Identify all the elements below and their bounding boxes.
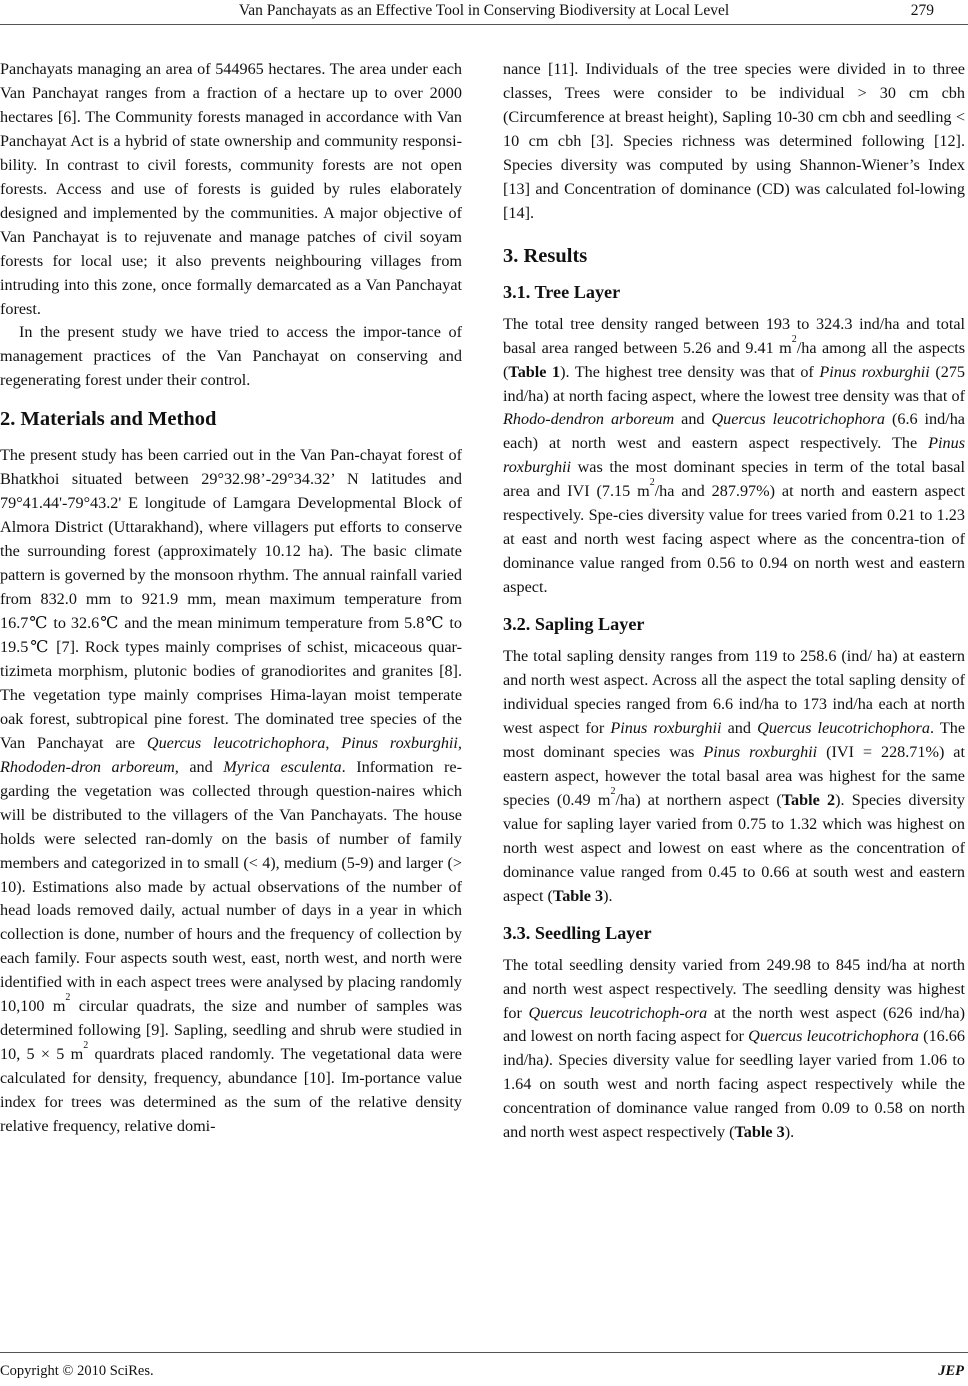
species-name: Quercus leucotrichophora [757,718,930,737]
species-name: Quercus leucotrichophora [711,410,886,429]
paragraph-seedling-layer: The total seedling density varied from 249.98 to 845 ind/ha at north and north west aspect respectively. The seedling density was highest for Quercus leucotrichoph-ora at the north west aspect (626 ind/ha) and lowest on north facing aspect for Quercus leucotrichophora (16.66 ind/ha). Species diversity value for seedling layer varied from 1.06 to 1.64 on south west and north facing aspect respectively while the concentration of dominance value ranged from 0.09 to 0.58 on north and north west aspect respectively (Table 3). [503,955,966,1142]
paragraph-intro-continued: Panchayats managing an area of 544965 hectares. The area under each Van Panchayat ranges from a fraction of a hectare up to over 2000 hectares [6]. The Community forests managed in accordance with Van Panchayat Act is a hybrid of state ownership and community responsi-bility. In contrast to civil forests, community forests are not open forests. Access and use of forests is guided by rules elaborately designed and implemented by the communities. A major objective of Van Panchayat is to rejuvenate and manage patches of civil soyam forests for local use; it also prevents neighbouring villages from intruding into this zone, once formally demarcated as a Van Panchayat forest. [0,60,462,318]
species-name: Quercus leucotrichophora [146,733,326,752]
species-name: Myrica esculenta [223,757,342,776]
right-column [503,58,965,1145]
superscript: 2 [83,1040,89,1052]
footer-rule [0,1352,968,1353]
species-name: Rhodo-dendron arboreum [503,410,675,429]
species-name: Pinus roxburghii [610,718,722,737]
species-name: Pinus roxburghii [819,362,930,381]
paragraph-tree-layer: The total tree density ranged between 193 to 324.3 ind/ha and total basal area ranged between 5.26 and 9.41 $m^2/ha$ among all the aspects (Table 1). The highest tree density was that of Pinus roxburghii (275 ind/ha) at north facing aspect, where the lowest tree density was that of Rhodo-dendron arboreum and Quercus leucotrichophora (6.6 ind/ha each) at north west and eastern aspect respectively. The Pinus roxburghii was the most dominant species in term of the total basal area and IVI (7.15 $m^2/ha$ and 287.97%) at north and eastern aspect respectively. Spe-cies diversity value for trees varied from 0.21 to 1.23 at east and north west facing aspect where as the concentra-tion of dominance value ranged from 0.56 to 0.94 on north west and eastern aspect. [503,314,966,597]
species-name: Pinus roxburghii, Rhododen-dron arboreum, [0,733,462,776]
heading-tree-layer: 3.1. Tree Layer [503,281,621,302]
left-column [0,58,462,1139]
page-number: 279 [910,2,934,19]
species-name: Pinus roxburghii [703,742,818,761]
page-header [0,0,968,28]
table-reference: Table 3 [552,886,604,905]
species-name: Quercus leucotrichophora [748,1027,919,1046]
heading-materials-method: 2. Materials and Method [0,408,217,431]
species-name: Pinus roxburghii [503,434,965,477]
paragraph-materials-method: The present study has been carried out in the Van Pan-chayat forest of Bhatkhoi situated between 29°32.98’-29°34.32’ N latitudes and 79°41.44'-79°43.2' E longitude of Lamgara Developmental Block of Almora District (Uttarakhand), where villagers put efforts to conserve the surrounding forest (approximately 10.12 ha). The basic climate pattern is governed by the monsoon rhythm. The annual rainfall varied from 832.0 mm to 921.9 mm, mean maximum temperature from 16.7℃ to 32.6℃ and the mean minimum temperature from 5.8℃ to 19.5℃ [7]. Rock types mainly comprises of schist, micaceous quar-tizimeta morphism, plutonic bodies of granodiorites and granites [8]. The vegetation type mainly comprises Hima-layan moist temperate oak forest, subtropical pine forest. The dominated tree species of the Van Panchayat are Quercus leucotrichophora, Pinus roxburghii, Rhododen-dron arboreum, and Myrica esculenta. Information re-garding the vegetation was collected through question-naires which will be distributed to the villagers of the Van Panchayats. The house holds were selected ran-domly on the basis of number of family members and categorized in to small (< 4), medium (5-9) and larger (> 10). Estimations also made by actual observations of the number of head loads removed daily, actual number of days in a year in which collection is done, number of hours and the frequency of collection by each family. Four aspects south west, east, north west, and north were identified with in each aspect trees were analysed by placing randomly 10,100 $m^2$ circular quadrats, the size and number of samples was determined following [9]. Sapling, seedling and shrub were studied in 10, 5 × 5 $m^2$ quardrats placed randomly. The vegetational data were calculated for density, frequency, abundance [10]. Im-portance value index for trees was determined as the sum of the relative density relative frequency, relative domi- [0,446,463,1136]
table-reference: Table 1 [508,362,561,381]
paragraph-study-aim: In the present study we have tried to access the impor-tance of management practices of the Van Panchayat on conserving and regenerating forest under their control. [0,323,462,390]
heading-results: 3. Results [503,244,588,267]
heading-seedling-layer: 3.3. Seedling Layer [503,922,652,943]
superscript: 2 [791,333,797,345]
species-name: Quercus leucotrichoph-ora [528,1003,708,1022]
superscript: 2 [65,992,71,1004]
journal-abbreviation: JEP [938,1363,964,1379]
running-title: Van Panchayats as an Effective Tool in Conserving Biodiversity at Local Level [238,2,730,19]
table-reference: Table 2 [781,790,836,809]
table-reference: Table 3 [734,1123,785,1142]
paragraph-methods-continued: nance [11]. Individuals of the tree species were divided in to three classes, Trees were consider to be individual > 30 cm cbh (Circumference at breast height), Sapling 10-30 cm cbh and seedling < 10 cm cbh [3]. Species richness was determined following [12]. Species diversity was computed by using Shannon-Wiener’s Index [13] and Concentration of dominance (CD) was calculated fol-lowing [14]. [503,60,965,222]
superscript: 2 [610,785,616,797]
superscript: 2 [649,477,655,489]
header-rule [0,24,968,25]
copyright-notice: Copyright © 2010 SciRes. [0,1363,154,1379]
paragraph-sapling-layer: The total sapling density ranges from 119 to 258.6 (ind/ ha) at eastern and north west aspect. Across all the aspect the total sapling density of individual species ranged from 6.6 ind/ha to 173 ind/ha each at north west aspect for Pinus roxburghii and Quercus leucotrichophora. The most dominant species was Pinus roxburghii (IVI = 228.71%) at eastern aspect, however the total basal area was highest for the same species (0.49 $m^2/ha$) at northern aspect (Table 2). Species diversity value for sapling layer varied from 0.75 to 1.32 which was highest on north west aspect and lowest on east where as the concentration of dominance value ranged from 0.45 to 0.66 at south west and eastern aspect (Table 3). [503,647,965,905]
heading-sapling-layer: 3.2. Sapling Layer [503,614,645,635]
